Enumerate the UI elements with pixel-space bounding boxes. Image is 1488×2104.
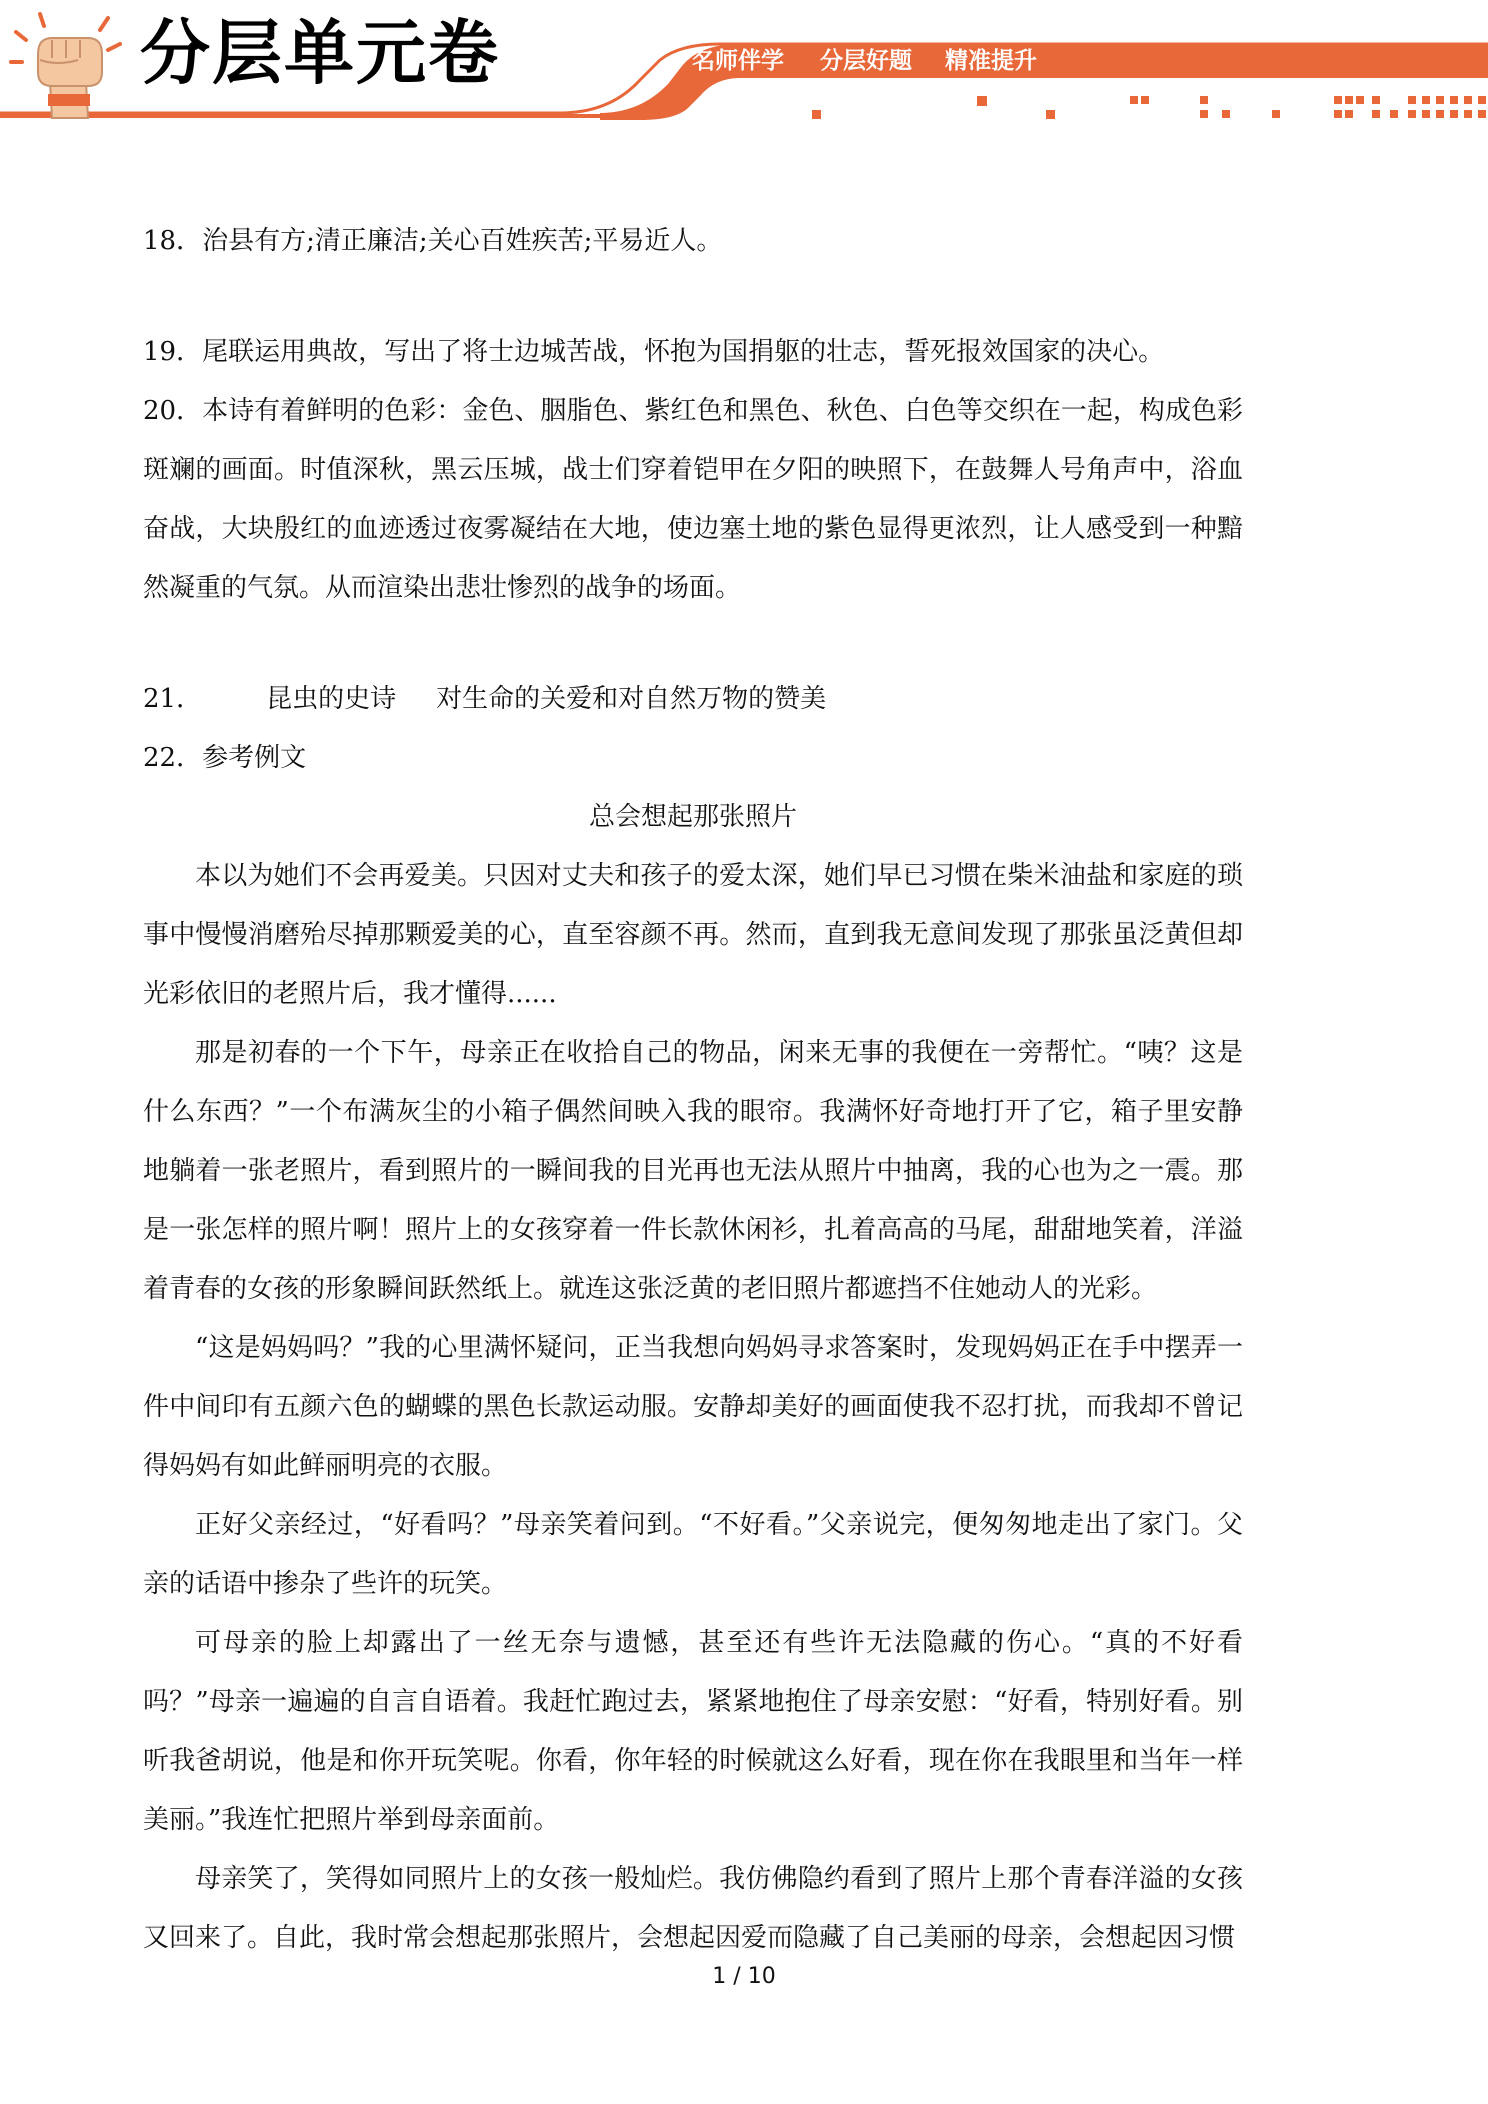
essay-paragraph: 母亲笑了，笑得如同照片上的女孩一般灿烂。我仿佛隐约看到了照片上那个青春洋溢的女孩又回来了。自此，我时常会想起那张照片，会想起因爱而隐藏了自己美丽的母亲，会想起因习惯 [143, 1864, 1243, 1953]
answer-21 [143, 670, 1243, 729]
answer-22 [143, 729, 1243, 788]
slogan-text: 精准提升 [945, 48, 1037, 74]
question-number: 20． [143, 396, 203, 426]
answer-text: 尾联运用典故，写出了将士边城苦战，怀抱为国捐躯的壮志，誓死报效国家的决心。 [202, 337, 1165, 367]
essay-paragraph: 可母亲的脸上却露出了一丝无奈与遗憾，甚至还有些许无法隐藏的伤心。“真的不好看吗？”母亲一遍遍的自言自语着。我赶忙跑过去，紧紧地抱住了母亲安慰：“好看，特别好看。别听我爸胡说，他是和你开玩笑呢。你看，你年轻的时候就这么好看，现在你在我眼里和当年一样美丽。”我连忙把照片举到母亲面前。 [143, 1628, 1243, 1835]
page-number: 1 / 10 [712, 1964, 776, 1989]
page-header [0, 0, 1488, 150]
question-number: 18． [143, 226, 203, 256]
answer-18 [143, 212, 1243, 271]
brand-title: 分层单元卷 [140, 12, 500, 94]
answer-blank-1: 昆虫的史诗 [266, 684, 397, 714]
answer-blank-2: 对生命的关爱和对自然万物的赞美 [436, 684, 827, 714]
answer-19 [143, 323, 1243, 382]
slogan-text: 名师伴学 [692, 48, 784, 74]
essay-paragraph: “这是妈妈吗？”我的心里满怀疑问，正当我想向妈妈寻求答案时，发现妈妈正在手中摆弄一件中间印有五颜六色的蝴蝶的黑色长款运动服。安静却美好的画面使我不忍打扰，而我却不曾记得妈妈有如此鲜丽明亮的衣服。 [143, 1333, 1243, 1481]
slogan-text: 分层好题 [820, 48, 912, 74]
essay-paragraph: 正好父亲经过，“好看吗？”母亲笑着问到。“不好看。”父亲说完，便匆匆地走出了家门。父亲的话语中掺杂了些许的玩笑。 [143, 1510, 1243, 1599]
essay-paragraph: 那是初春的一个下午，母亲正在收拾自己的物品，闲来无事的我便在一旁帮忙。“咦？这是什么东西？”一个布满灰尘的小箱子偶然间映入我的眼帘。我满怀好奇地打开了它，箱子里安静地躺着一张老照片，看到照片的一瞬间我的目光再也无法从照片中抽离，我的心也为之一震。那是一张怎样的照片啊！照片上的女孩穿着一件长款休闲衫，扎着高高的马尾，甜甜地笑着，洋溢着青春的女孩的形象瞬间跃然纸上。就连这张泛黄的老旧照片都遮挡不住她动人的光彩。 [143, 1038, 1243, 1304]
answer-content [143, 212, 1243, 1968]
question-number: 22． [143, 743, 203, 773]
answer-text: 本诗有着鲜明的色彩：金色、胭脂色、紫红色和黑色、秋色、白色等交织在一起，构成色彩斑斓的画面。时值深秋，黑云压城，战士们穿着铠甲在夕阳的映照下，在鼓舞人号角声中，浴血奋战，大块殷红的血迹透过夜雾凝结在大地，使边塞土地的紫色显得更浓烈，让人感受到一种黯然凝重的气氛。从而渲染出悲壮惨烈的战争的场面。 [143, 396, 1243, 603]
raised-fist-icon [8, 10, 128, 120]
answer-text: 治县有方;清正廉洁;关心百姓疾苦;平易近人。 [202, 226, 723, 256]
answer-text: 参考例文 [202, 743, 307, 773]
question-number: 19． [143, 337, 203, 367]
spacer [143, 271, 1243, 323]
essay-paragraph: 本以为她们不会再爱美。只因对丈夫和孩子的爱太深，她们早已习惯在柴米油盐和家庭的琐事中慢慢消磨殆尽掉那颗爱美的心，直至容颜不再。然而，直到我无意间发现了那张虽泛黄但却光彩依旧的老照片后，我才懂得...... [143, 861, 1243, 1009]
spacer [143, 618, 1243, 670]
essay-title: 总会想起那张照片 [588, 802, 797, 832]
question-number: 21． [143, 684, 203, 714]
answer-20 [143, 382, 1243, 618]
